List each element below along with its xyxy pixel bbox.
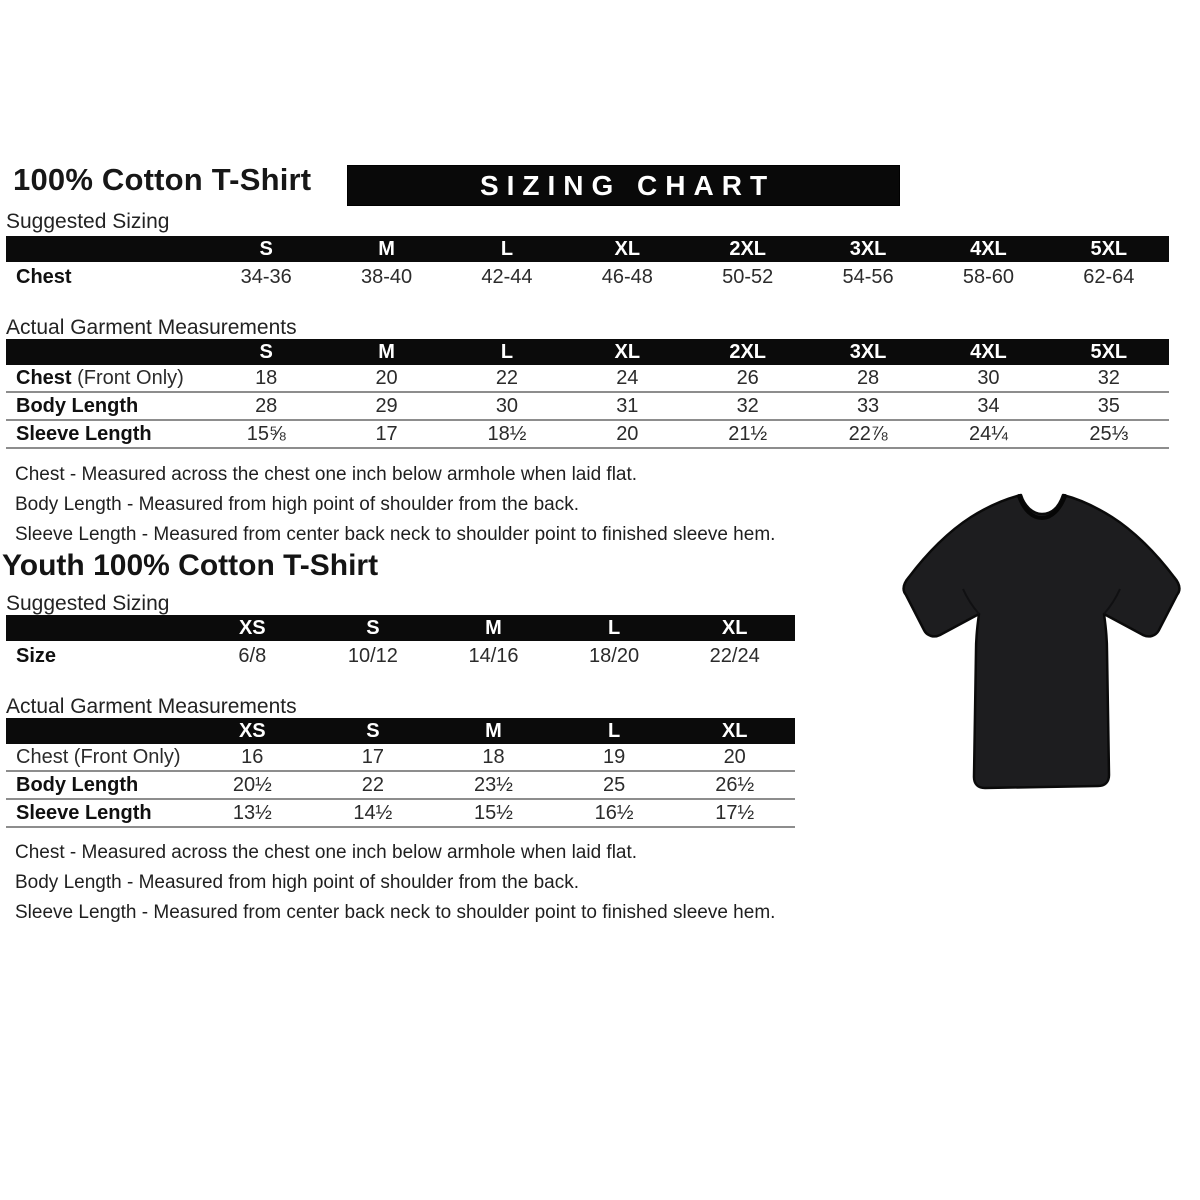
row-label: Sleeve Length [16,801,152,824]
measurement-cell: 18 [482,745,505,768]
row-label: Sleeve Length [16,422,152,445]
note-body-length: Body Length - Measured from high point of shoulder from the back. [15,494,579,515]
black-tshirt-image [893,482,1189,804]
note-body-length: Body Length - Measured from high point of shoulder from the back. [15,872,579,893]
size-header-row [6,236,1169,262]
measurement-cell: 33 [856,394,880,417]
size-column-header: S [313,615,434,641]
size-column-header: L [447,339,567,365]
measurement-cell: 34-36 [240,265,292,288]
measurement-cell: 10/12 [347,644,398,667]
note-sleeve-length: Sleeve Length - Measured from center back neck to shoulder point to finished sleeve hem. [15,524,776,545]
size-column-header: XS [192,615,313,641]
measurement-cell: 23½ [474,773,513,796]
size-header-row [6,718,795,744]
sizing-chart-banner [347,165,900,206]
tshirt-silhouette [904,495,1180,788]
measurement-cell: 29 [375,394,398,417]
measurement-cell: 17 [361,745,385,768]
measurement-cell: 42-44 [481,265,533,288]
size-column-header: XS [192,718,313,744]
size-column-header: XL [674,615,795,641]
adult-actual-measurements-label: Actual Garment Measurements [6,316,297,339]
measurement-row [6,641,795,671]
measurement-cell: 25 [602,773,626,796]
measurement-cell: 24¼ [968,422,1008,445]
measurement-cell: 30 [495,394,519,417]
size-column-header: 2XL [688,339,808,365]
measurement-cell: 28 [856,366,880,389]
size-column-header: 4XL [928,339,1048,365]
adult-suggested-sizing-label: Suggested Sizing [6,210,170,233]
row-label: Chest (Front Only) [16,366,184,389]
measurement-cell: 22/24 [709,644,760,667]
measurement-cell: 25⅓ [1089,422,1129,445]
size-column-header: 3XL [808,339,928,365]
measurement-cell: 28 [255,394,278,417]
header-spacer [6,236,206,262]
measurement-row [6,799,795,827]
measurement-cell: 20 [375,366,398,389]
measurement-cell: 24 [616,366,639,389]
size-column-header: XL [567,236,687,262]
size-column-header: 5XL [1049,236,1169,262]
size-column-header: L [554,718,675,744]
size-column-header: M [433,615,554,641]
row-label: Body Length [16,394,139,417]
measurement-cell: 21½ [728,422,768,445]
measurement-cell: 18/20 [589,644,640,667]
measurement-cell: 15½ [474,801,513,824]
row-label: Body Length [16,773,139,796]
measurement-cell: 62-64 [1083,265,1135,288]
measurement-row [6,262,1169,292]
measurement-row [6,771,795,799]
measurement-cell: 16 [241,745,264,768]
measurement-cell: 14/16 [468,644,519,667]
size-column-header: L [554,615,675,641]
measurement-cell: 22 [361,773,385,796]
measurement-cell: 30 [977,366,1000,389]
youth-section-title: Youth 100% Cotton T-Shirt [2,549,379,582]
measurement-cell: 6/8 [238,644,267,667]
note-sleeve-length: Sleeve Length - Measured from center back neck to shoulder point to finished sleeve hem. [15,902,776,923]
size-column-header: 5XL [1049,339,1169,365]
measurement-cell: 32 [1097,366,1120,389]
size-column-header: S [313,718,434,744]
youth-actual-measurements-table [6,718,795,828]
measurement-cell: 22⅞ [848,422,888,445]
measurement-cell: 17½ [715,801,755,824]
adult-measurement-notes [15,460,775,550]
header-spacer [6,615,192,641]
size-column-header: XL [567,339,687,365]
measurement-cell: 14½ [353,801,393,824]
size-column-header: 4XL [928,236,1048,262]
size-column-header: L [447,236,567,262]
measurement-cell: 15⅝ [246,422,286,445]
youth-suggested-sizing-table [6,615,795,671]
measurement-cell: 26½ [715,773,755,796]
adult-actual-measurements-table [6,339,1169,449]
size-column-header: 2XL [688,236,808,262]
youth-measurement-notes [15,838,775,928]
measurement-cell: 46-48 [601,265,653,288]
size-header-row [6,339,1169,365]
measurement-cell: 38-40 [360,265,413,288]
adult-suggested-sizing-table [6,236,1169,292]
measurement-cell: 20½ [232,773,272,796]
tshirt-graphic [893,482,1189,804]
note-chest: Chest - Measured across the chest one inch below armhole when laid flat. [15,842,638,863]
measurement-row [6,744,795,771]
measurement-cell: 35 [1097,394,1120,417]
row-label: Size [16,644,57,667]
measurement-cell: 32 [736,394,759,417]
size-column-header: 3XL [808,236,928,262]
measurement-cell: 54-56 [842,265,894,288]
row-label: Chest [16,265,72,288]
measurement-cell: 50-52 [722,265,774,288]
sizing-chart-banner-label: SIZING CHART [479,169,776,201]
page-title: 100% Cotton T-Shirt [13,162,312,197]
measurement-row [6,365,1169,392]
measurement-row [6,420,1169,448]
measurement-cell: 13½ [232,801,272,824]
measurement-cell: 18 [255,366,278,389]
measurement-cell: 34 [977,394,1000,417]
measurement-cell: 20 [616,422,639,445]
measurement-row [6,392,1169,420]
youth-suggested-sizing-label: Suggested Sizing [6,592,170,615]
measurement-cell: 20 [723,745,746,768]
header-spacer [6,339,206,365]
note-chest: Chest - Measured across the chest one inch below armhole when laid flat. [15,464,638,485]
measurement-cell: 31 [616,394,639,417]
size-column-header: S [206,236,326,262]
measurement-cell: 16½ [594,801,634,824]
youth-actual-measurements-label: Actual Garment Measurements [6,695,297,718]
measurement-cell: 26 [736,366,759,389]
size-column-header: M [326,236,446,262]
size-column-header: M [326,339,446,365]
measurement-cell: 17 [375,422,398,445]
size-column-header: XL [674,718,795,744]
measurement-cell: 22 [495,366,519,389]
size-column-header: S [206,339,326,365]
row-label: Chest (Front Only) [16,745,181,768]
size-column-header: M [433,718,554,744]
size-header-row [6,615,795,641]
header-spacer [6,718,192,744]
measurement-cell: 58-60 [962,265,1015,288]
measurement-cell: 19 [602,745,626,768]
measurement-cell: 18½ [487,422,527,445]
